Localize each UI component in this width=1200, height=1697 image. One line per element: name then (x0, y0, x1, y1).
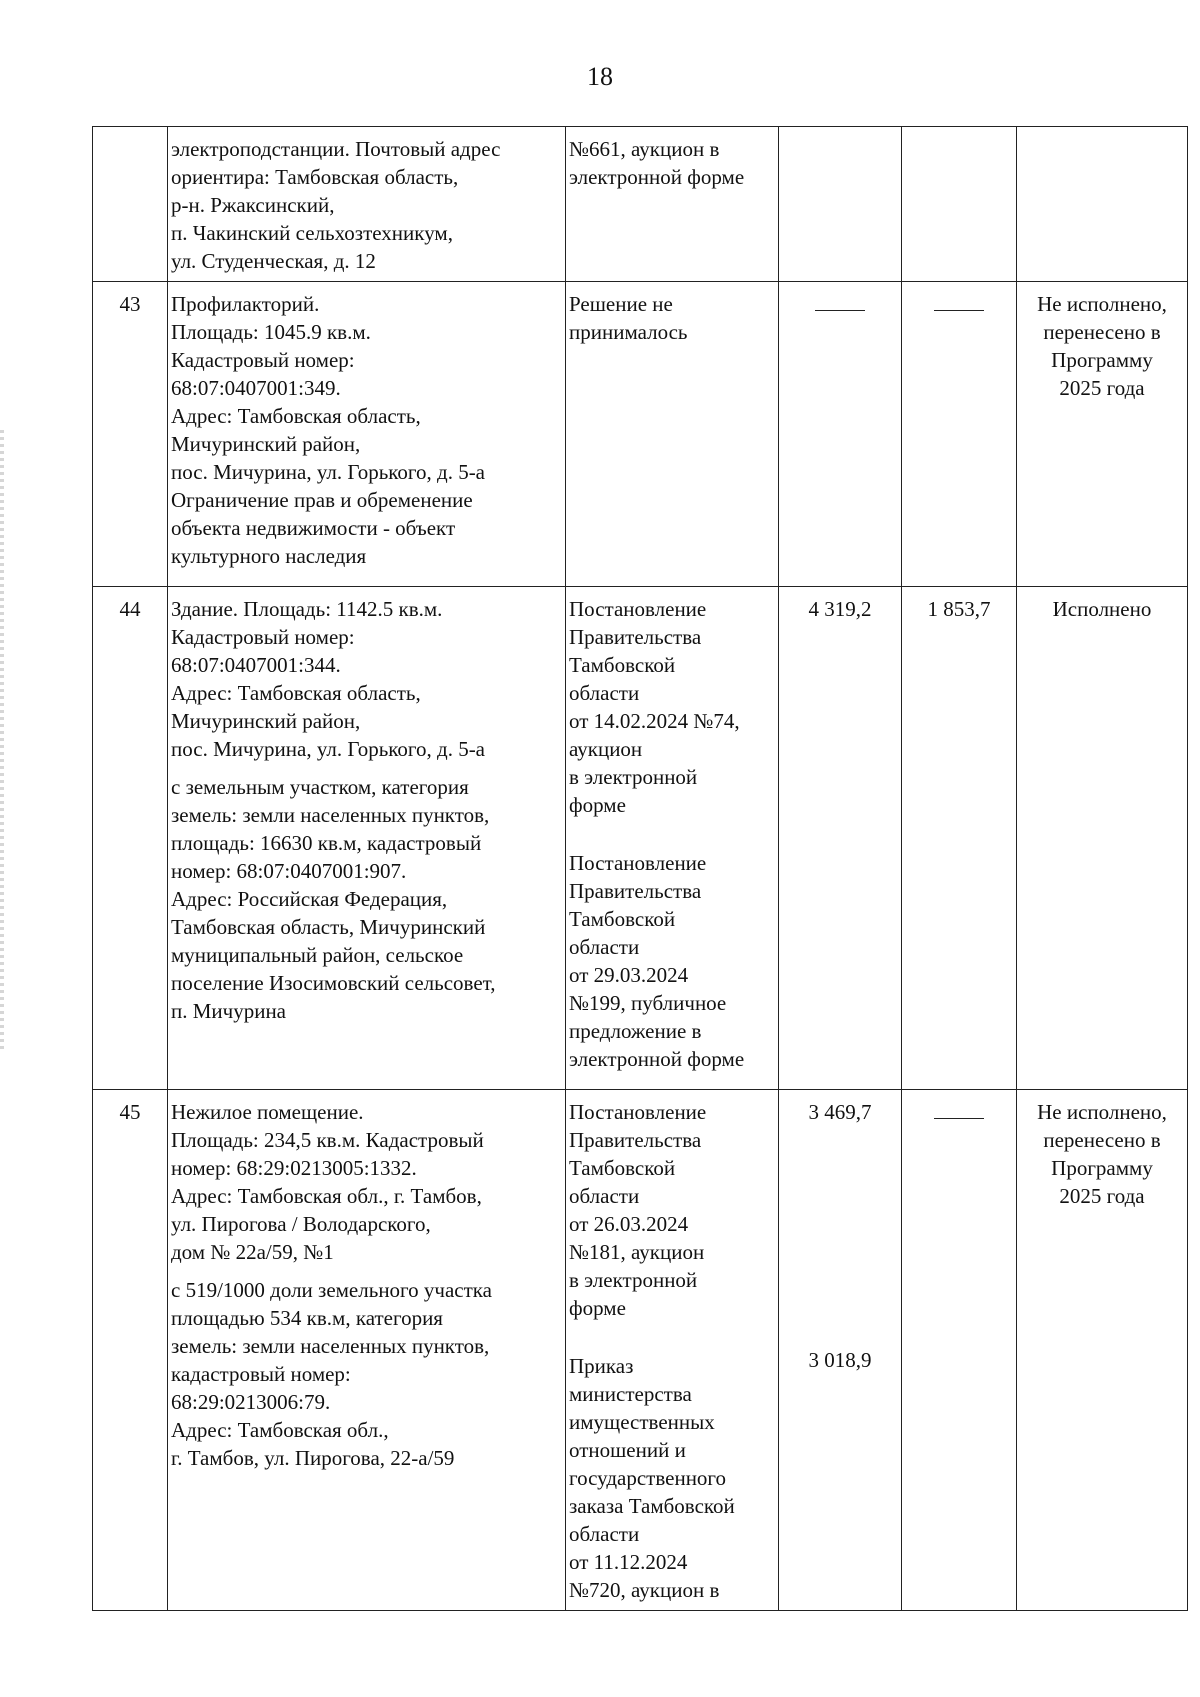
page-number: 18 (587, 62, 613, 91)
object-line: Кадастровый номер: (171, 348, 355, 372)
object-line: Площадь: 1045.9 кв.м. (171, 320, 371, 344)
object-line: Здание. Площадь: 1142.5 кв.м. (171, 597, 443, 621)
value-actual: 1 853,7 (902, 587, 1017, 1090)
row-number (93, 127, 168, 282)
object-line: площадью 534 кв.м, категория (171, 1306, 443, 1330)
spacer (782, 1126, 898, 1346)
status-line: Программу (1051, 1156, 1153, 1180)
table-row (93, 1090, 1188, 1611)
object-line: п. Мичурина (171, 999, 287, 1023)
object-description (168, 127, 566, 282)
object-line: пос. Мичурина, ул. Горького, д. 5-а (171, 737, 486, 761)
decision-document (566, 282, 779, 587)
doc-line: имущественных (569, 1410, 715, 1434)
status (1017, 282, 1188, 587)
doc-line: государственного (569, 1466, 727, 1490)
doc-line: области (569, 935, 640, 959)
status-line: перенесено в (1043, 320, 1161, 344)
status (1017, 587, 1188, 1090)
object-line: объекта недвижимости - объект (171, 516, 456, 540)
object-line: Мичуринский район, (171, 709, 361, 733)
object-line: Адрес: Тамбовская обл., (171, 1418, 389, 1442)
doc-line: Правительства (569, 879, 702, 903)
object-line: Нежилое помещение. (171, 1100, 364, 1124)
object-line: Тамбовская область, Мичуринский (171, 915, 486, 939)
object-line: с 519/1000 доли земельного участка (171, 1278, 492, 1302)
status-line: 2025 года (1059, 1184, 1145, 1208)
decision-document (566, 587, 779, 1090)
dash-mark (934, 1106, 984, 1119)
value-actual (902, 282, 1017, 587)
doc-line: министерства (569, 1382, 692, 1406)
table-row (93, 127, 1188, 282)
decision-document (566, 1090, 779, 1611)
object-line: Адрес: Тамбовская область, (171, 404, 421, 428)
object-line: 68:07:0407001:349. (171, 376, 341, 400)
value-planned (779, 127, 902, 282)
doc-line: Тамбовской (569, 907, 676, 931)
object-line: Профилакторий. (171, 292, 320, 316)
row-number: 44 (93, 587, 168, 1090)
status-line: Не исполнено, (1037, 1100, 1167, 1124)
object-line: номер: 68:07:0407001:907. (171, 859, 407, 883)
value-line: 3 018,9 (808, 1348, 872, 1372)
object-description (168, 282, 566, 587)
object-line: пос. Мичурина, ул. Горького, д. 5-а (171, 460, 486, 484)
object-line: Мичуринский район, (171, 432, 361, 456)
doc-line: электронной форме (569, 1047, 745, 1071)
dash-mark (815, 298, 865, 311)
object-line: Ограничение прав и обременение (171, 488, 473, 512)
status-line: Программу (1051, 348, 1153, 372)
row-number: 45 (93, 1090, 168, 1611)
doc-line: области (569, 681, 640, 705)
object-description (168, 1090, 566, 1611)
doc-line: от 14.02.2024 №74, (569, 709, 740, 733)
doc-line: Приказ (569, 1354, 634, 1378)
doc-line: Тамбовской (569, 653, 676, 677)
object-line: Адрес: Российская Федерация, (171, 887, 448, 911)
doc-line: аукцион (569, 737, 643, 761)
doc-line: №181, аукцион (569, 1240, 705, 1264)
dash-mark (934, 298, 984, 311)
doc-line: №661, аукцион в (569, 137, 720, 161)
object-line: р-н. Ржаксинский, (171, 193, 335, 217)
doc-line: в электронной (569, 765, 698, 789)
object-description (168, 587, 566, 1090)
doc-line: Правительства (569, 625, 702, 649)
doc-line: Постановление (569, 1100, 707, 1124)
doc-line: отношений и (569, 1438, 686, 1462)
object-line: земель: земли населенных пунктов, (171, 803, 490, 827)
status-line: 2025 года (1059, 376, 1145, 400)
object-line: электроподстанции. Почтовый адрес (171, 137, 501, 161)
doc-line: Правительства (569, 1128, 702, 1152)
doc-line: от 11.12.2024 (569, 1550, 688, 1574)
spacer (171, 763, 562, 773)
object-line: с земельным участком, категория (171, 775, 469, 799)
table-row (93, 282, 1188, 587)
doc-line: от 29.03.2024 (569, 963, 689, 987)
spacer (569, 819, 775, 849)
object-line: Адрес: Тамбовская область, (171, 681, 421, 705)
value-line: 3 469,7 (808, 1100, 872, 1124)
doc-line: форме (569, 1296, 626, 1320)
doc-line: в электронной (569, 1268, 698, 1292)
value-planned: 4 319,2 (779, 587, 902, 1090)
status-line: Исполнено (1052, 597, 1152, 621)
doc-line: от 26.03.2024 (569, 1212, 689, 1236)
object-line: 68:29:0213006:79. (171, 1390, 331, 1414)
doc-line: принималось (569, 320, 688, 344)
object-line: муниципальный район, сельское (171, 943, 464, 967)
status (1017, 127, 1188, 282)
object-line: номер: 68:29:0213005:1332. (171, 1156, 417, 1180)
doc-line: предложение в (569, 1019, 702, 1043)
table-row (93, 587, 1188, 1090)
object-line: кадастровый номер: (171, 1362, 351, 1386)
status-line: перенесено в (1043, 1128, 1161, 1152)
object-line: площадь: 16630 кв.м, кадастровый (171, 831, 482, 855)
object-line: ул. Пирогова / Володарского, (171, 1212, 431, 1236)
doc-line: области (569, 1522, 640, 1546)
object-line: ориентира: Тамбовская область, (171, 165, 459, 189)
doc-line: электронной форме (569, 165, 745, 189)
doc-line: Решение не (569, 292, 673, 316)
spacer (171, 1266, 562, 1276)
object-line: Адрес: Тамбовская обл., г. Тамбов, (171, 1184, 482, 1208)
value-actual (902, 127, 1017, 282)
doc-line: области (569, 1184, 640, 1208)
object-line: Кадастровый номер: (171, 625, 355, 649)
object-line: ул. Студенческая, д. 12 (171, 249, 376, 273)
status-line: Не исполнено, (1037, 292, 1167, 316)
value-actual (902, 1090, 1017, 1611)
object-line: земель: земли населенных пунктов, (171, 1334, 490, 1358)
decision-document (566, 127, 779, 282)
doc-line: Тамбовской (569, 1156, 676, 1180)
object-line: поселение Изосимовский сельсовет, (171, 971, 496, 995)
value-planned (779, 1090, 902, 1611)
doc-line: №720, аукцион в (569, 1578, 720, 1602)
object-line: дом № 22а/59, №1 (171, 1240, 334, 1264)
scan-edge-artifact (0, 430, 4, 1050)
object-line: п. Чакинский сельхозтехникум, (171, 221, 453, 245)
object-line: г. Тамбов, ул. Пирогова, 22-а/59 (171, 1446, 455, 1470)
property-table (92, 126, 1188, 1611)
object-line: Площадь: 234,5 кв.м. Кадастровый (171, 1128, 484, 1152)
row-number: 43 (93, 282, 168, 587)
doc-line: Постановление (569, 597, 707, 621)
doc-line: форме (569, 793, 626, 817)
object-line: 68:07:0407001:344. (171, 653, 341, 677)
doc-line: Постановление (569, 851, 707, 875)
value-planned (779, 282, 902, 587)
doc-line: №199, публичное (569, 991, 727, 1015)
doc-line: заказа Тамбовской (569, 1494, 735, 1518)
object-line: культурного наследия (171, 544, 367, 568)
status (1017, 1090, 1188, 1611)
spacer (569, 1322, 775, 1352)
